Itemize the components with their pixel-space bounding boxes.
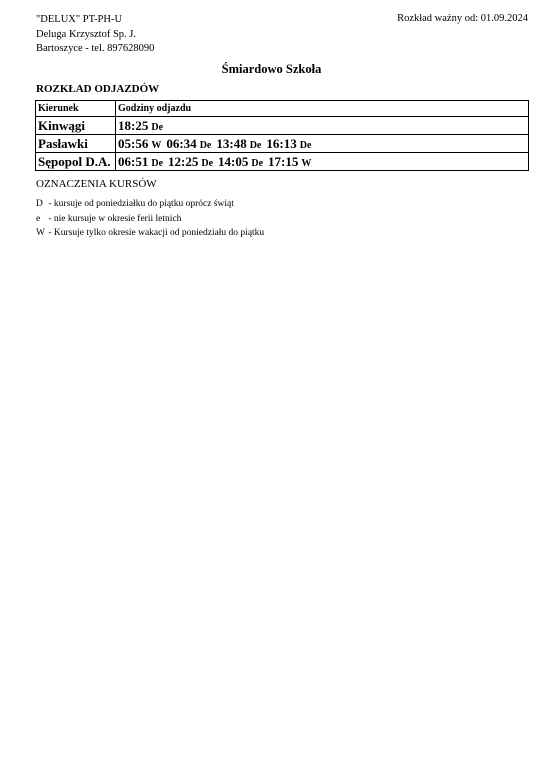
company-contact: Bartoszyce - tel. 897628090 — [36, 43, 155, 54]
header-direction: Kierunek — [36, 101, 116, 117]
legend-text: - nie kursuje w okresie ferii letnich — [46, 213, 182, 224]
direction-cell: Sępopol D.A. — [36, 153, 116, 171]
company-name: "DELUX" PT-PH-U — [36, 14, 123, 25]
departures-table — [35, 100, 529, 171]
legend-item — [36, 212, 264, 227]
table-row — [36, 117, 529, 135]
departure — [216, 136, 261, 152]
course-mark: De — [199, 139, 212, 151]
legend-code: e — [36, 213, 41, 224]
legend-item — [36, 226, 264, 241]
legend-code: D — [36, 199, 43, 209]
departure — [118, 154, 163, 170]
departure-time: 14:05 — [218, 153, 249, 169]
company-info — [36, 13, 154, 57]
departure — [118, 136, 161, 152]
table-row — [36, 135, 529, 153]
course-mark: W — [301, 157, 312, 169]
legend-title: OZNACZENIA KURSÓW — [36, 178, 157, 190]
header-departure-times: Godziny odjazdu — [116, 101, 529, 117]
departure-time: 12:25 — [168, 153, 199, 169]
departure-time: 18:25 — [118, 117, 149, 133]
departure-time: 17:15 — [268, 153, 299, 169]
course-mark: W — [151, 139, 162, 151]
legend-text: - Kursuje tylko okresie wakacji od poniedziału do piątku — [46, 228, 265, 238]
direction-cell: Pasławki — [36, 135, 116, 153]
table-row — [36, 153, 529, 171]
course-mark: De — [249, 139, 262, 151]
departure-time: 13:48 — [216, 135, 247, 151]
departure — [166, 136, 211, 152]
direction-cell: Kinwągi — [36, 117, 116, 135]
departure — [268, 154, 311, 170]
stop-name: Śmiardowo Szkoła — [221, 62, 322, 76]
course-mark: De — [151, 121, 164, 133]
legend-code: W — [36, 228, 45, 238]
legend-item — [36, 197, 264, 212]
table-body — [36, 117, 529, 171]
company-owner: Deluga Krzysztof Sp. J. — [36, 28, 137, 40]
legend-text: - kursuje od poniedziałku do piątku oprócz świąt — [46, 199, 234, 209]
departure-times-cell — [116, 117, 529, 135]
legend-list — [36, 197, 264, 241]
valid-from-date: Rozkład ważny od: 01.09.2024 — [397, 13, 528, 24]
departure-time: 06:51 — [118, 153, 149, 169]
departure — [218, 154, 263, 170]
course-mark: De — [201, 157, 214, 169]
departure — [168, 154, 213, 170]
departure-times-cell — [116, 153, 529, 171]
departure — [266, 136, 311, 152]
section-title: ROZKŁAD ODJAZDÓW — [36, 83, 160, 95]
course-mark: De — [299, 139, 312, 151]
departure-times-cell — [116, 135, 529, 153]
departure-time: 06:34 — [166, 135, 197, 151]
departure-time: 16:13 — [266, 135, 297, 151]
table-header-row — [36, 101, 529, 117]
course-mark: De — [151, 157, 164, 169]
departure-time: 05:56 — [118, 135, 149, 151]
departure — [118, 118, 163, 134]
course-mark: De — [251, 157, 264, 169]
